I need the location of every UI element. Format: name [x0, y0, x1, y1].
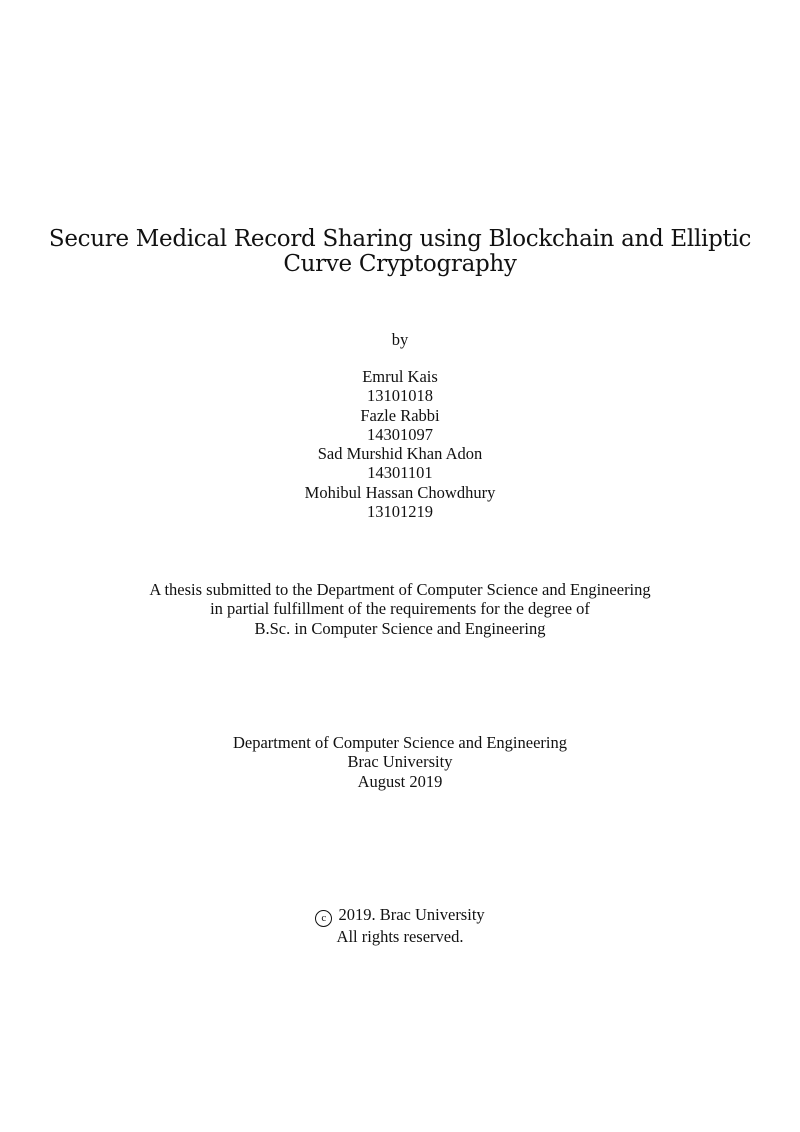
author-name: Fazle Rabbi: [360, 405, 440, 425]
department-name: Department of Computer Science and Engineering: [232, 733, 567, 752]
author-name: Mohibul Hassan Chowdhury: [304, 482, 496, 502]
title-line-2: Curve Cryptography: [283, 251, 517, 277]
statement-line-2: in partial fulfillment of the requirements for the degree of: [210, 599, 590, 619]
title-line-1: Secure Medical Record Sharing using Blockchain and Elliptic: [48, 226, 752, 252]
author-name: Sad Murshid Khan Adon: [317, 444, 483, 464]
submission-date: August 2019: [357, 771, 443, 791]
statement-line-1: A thesis submitted to the Department of Computer Science and Engineering: [149, 580, 651, 599]
author-id: 13101219: [367, 502, 433, 522]
copyright-text: 2019. Brac University: [338, 905, 485, 924]
by-label: by: [391, 330, 409, 349]
copyright-line: [0, 905, 800, 927]
institution-block: [0, 733, 800, 791]
university-name: Brac University: [347, 752, 453, 772]
rights-reserved: All rights reserved.: [336, 927, 464, 946]
author-id: 14301101: [367, 463, 433, 483]
statement-line-3: B.Sc. in Computer Science and Engineering: [254, 618, 546, 638]
author-id: 13101018: [367, 386, 433, 406]
copyright-icon: c: [315, 910, 332, 927]
author-list: [0, 367, 800, 521]
submission-statement: [0, 580, 800, 638]
copyright-block: [0, 905, 800, 946]
author-name: Emrul Kais: [362, 367, 438, 386]
author-id: 14301097: [367, 424, 433, 444]
thesis-title: [0, 227, 800, 277]
